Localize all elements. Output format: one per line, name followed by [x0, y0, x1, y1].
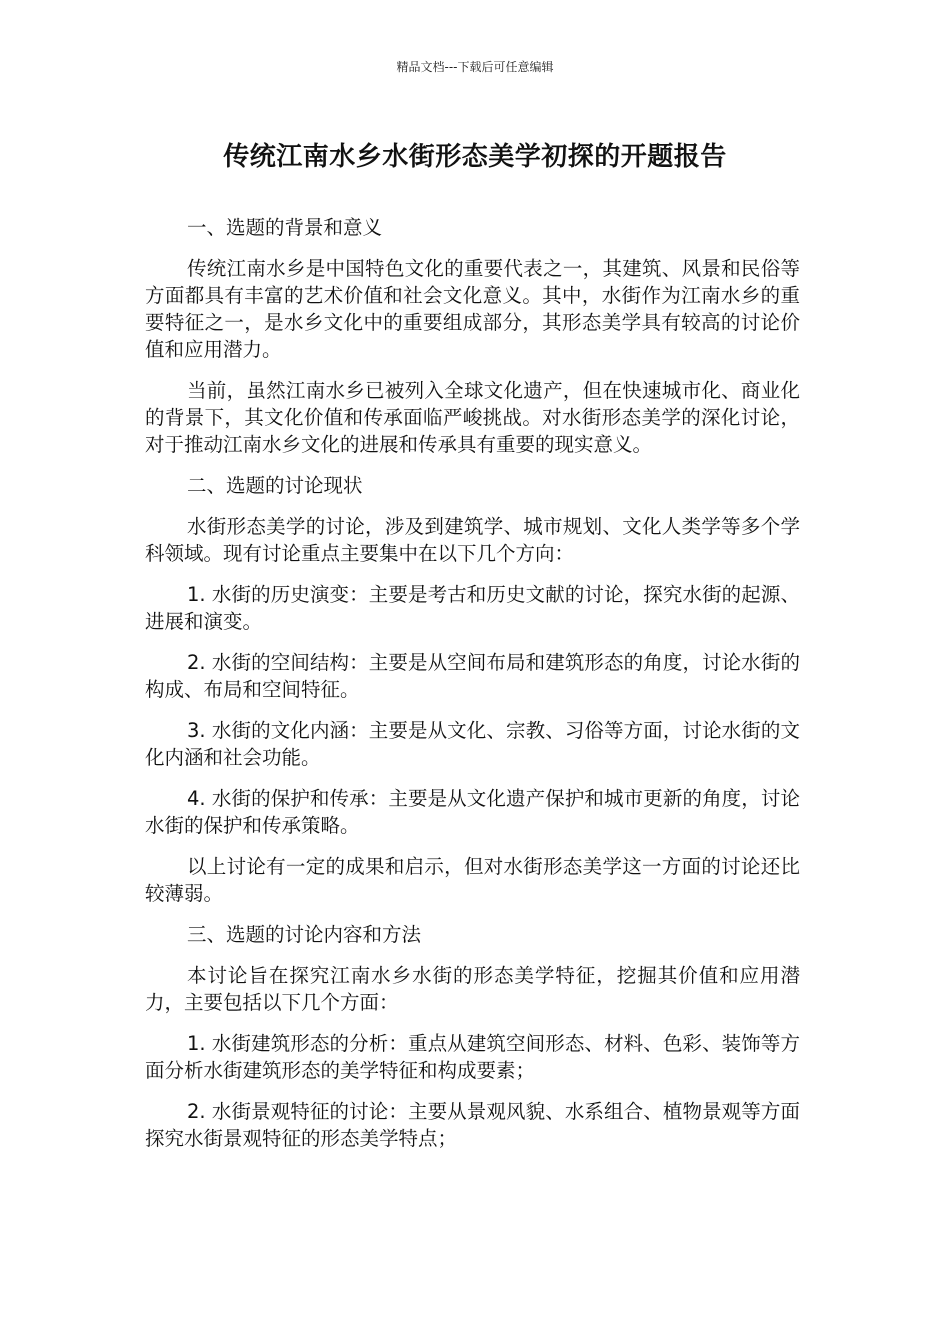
list-item: 2. 水街景观特征的讨论：主要从景观风貌、水系组合、植物景观等方面探究水街景观特征的形态美学特点；	[145, 1100, 800, 1150]
list-item: 2. 水街的空间结构：主要是从空间布局和建筑形态的角度，讨论水街的构成、布局和空间特征。	[145, 651, 800, 701]
paragraph: 传统江南水乡是中国特色文化的重要代表之一，其建筑、风景和民俗等方面都具有丰富的艺术价值和社会文化意义。其中，水街作为江南水乡的重要特征之一，是水乡文化中的重要组成部分，其形态美学具有较高的讨论价值和应用潜力。	[145, 257, 800, 361]
document-body	[145, 214, 800, 1166]
document-title: 传统江南水乡水街形态美学初探的开题报告	[223, 142, 727, 172]
list-item: 3. 水街的文化内涵：主要是从文化、宗教、习俗等方面，讨论水街的文化内涵和社会功能。	[145, 719, 800, 769]
section-heading: 三、选题的讨论内容和方法	[187, 923, 422, 946]
paragraph: 以上讨论有一定的成果和启示，但对水街形态美学这一方面的讨论还比较薄弱。	[145, 855, 800, 905]
section-heading: 一、选题的背景和意义	[187, 216, 383, 239]
header-note: 精品文档---下载后可任意编辑	[396, 60, 554, 74]
paragraph: 本讨论旨在探究江南水乡水街的形态美学特征，挖掘其价值和应用潜力，主要包括以下几个方面：	[145, 964, 800, 1014]
paragraph: 水街形态美学的讨论，涉及到建筑学、城市规划、文化人类学等多个学科领域。现有讨论重点主要集中在以下几个方向：	[145, 515, 800, 565]
paragraph: 当前，虽然江南水乡已被列入全球文化遗产，但在快速城市化、商业化的背景下，其文化价值和传承面临严峻挑战。对水街形态美学的深化讨论，对于推动江南水乡文化的进展和传承具有重要的现实意义。	[145, 379, 800, 456]
section-heading: 二、选题的讨论现状	[187, 474, 363, 497]
list-item: 1. 水街建筑形态的分析：重点从建筑空间形态、材料、色彩、装饰等方面分析水街建筑形态的美学特征和构成要素；	[145, 1032, 800, 1082]
list-item: 1. 水街的历史演变：主要是考古和历史文献的讨论，探究水街的起源、进展和演变。	[145, 583, 800, 633]
list-item: 4. 水街的保护和传承：主要是从文化遗产保护和城市更新的角度，讨论水街的保护和传承策略。	[145, 787, 800, 837]
